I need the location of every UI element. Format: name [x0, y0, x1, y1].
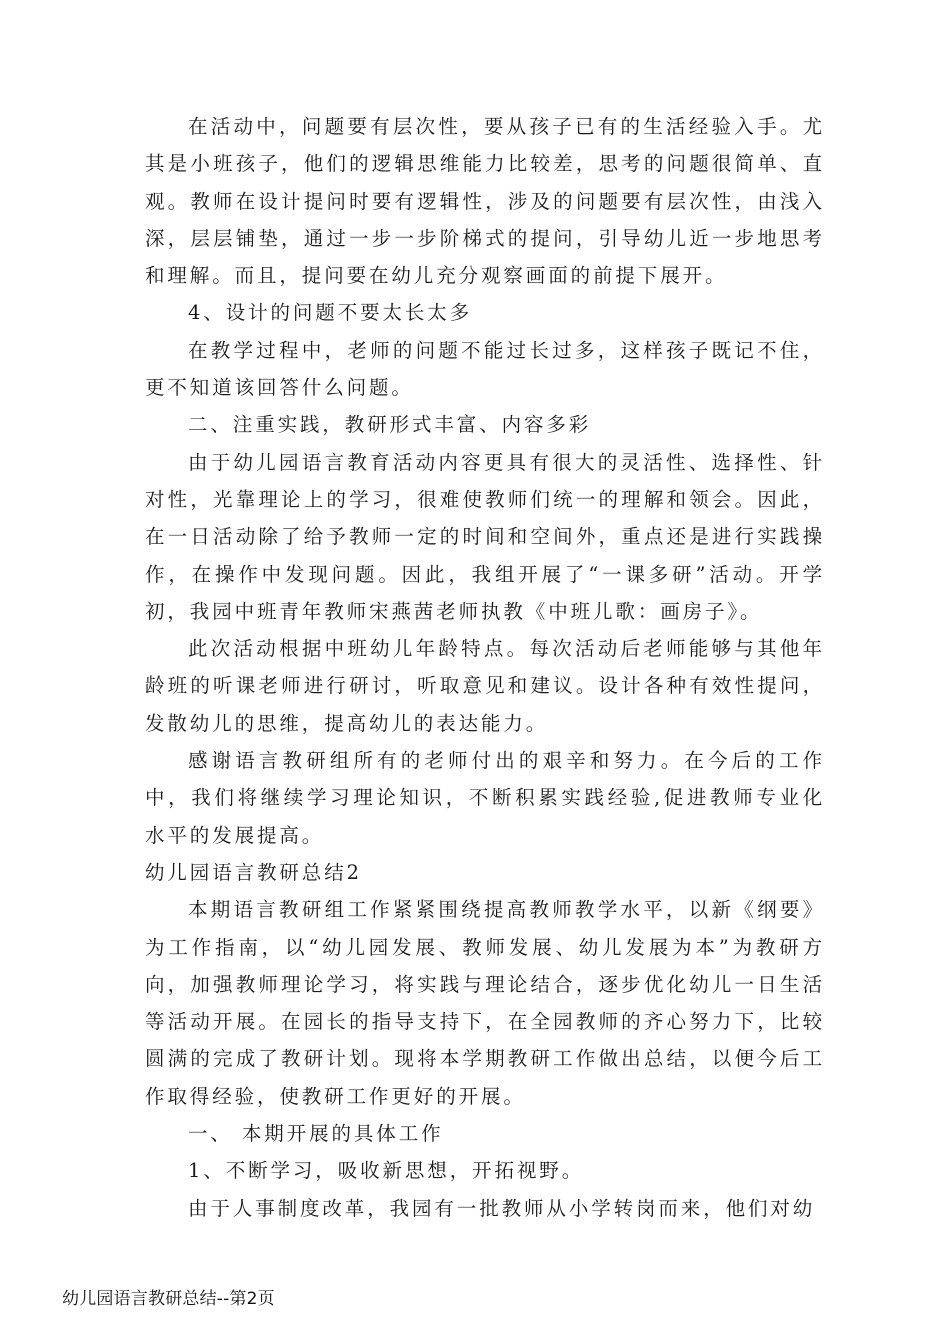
section-heading: 一、 本期开展的具体工作 — [188, 1122, 444, 1146]
numbered-subheading: 4、设计的问题不要太长太多 — [188, 301, 473, 325]
paragraph: 在教学过程中，老师的问题不能过长过多，这样孩子既记不住，更不知道该回答什么问题。 — [145, 338, 825, 400]
paragraph: 本期语言教研组工作紧紧围绕提高教师教学水平，以新《纲要》为工作指南，以“幼儿园发展、教师发展、幼儿发展为本”为教研方向，加强教师理论学习，将实践与理论结合，逐步优化幼儿一日生活等活动开展。在园长的指导支持下，在全园教师的齐心努力下，比较圆满的完成了教研计划。现将本学期教研工作做出总结，以便今后工作取得经验，使教研工作更好的开展。 — [145, 898, 825, 1108]
paragraph: 在活动中，问题要有层次性，要从孩子已有的生活经验入手。尤其是小班孩子，他们的逻辑思维能力比较差，思考的问题很简单、直观。教师在设计提问时要有逻辑性，涉及的问题要有层次性，由浅入深，层层铺垫，通过一步一步阶梯式的提问，引导幼儿近一步地思考和理解。而且，提问要在幼儿充分观察画面的前提下展开。 — [145, 115, 825, 288]
section-heading: 二、注重实践，教研形式丰富、内容多彩 — [188, 413, 592, 437]
paragraph: 由于幼儿园语言教育活动内容更具有很大的灵活性、选择性、针对性，光靠理论上的学习，很难使教师们统一的理解和领会。因此，在一日活动除了给予教师一定的时间和空间外，重点还是进行实践操作，在操作中发现问题。因此，我组开展了“一课多研”活动。开学初，我园中班青年教师宋燕茜老师执教《中班儿歌：画房子》。 — [145, 450, 825, 623]
paragraph: 由于人事制度改革，我园有一批教师从小学转岗而来，他们对幼 — [188, 1196, 816, 1220]
numbered-subheading: 1、不断学习，吸收新思想，开拓视野。 — [188, 1159, 585, 1183]
page-footer: 幼儿园语言教研总结--第2页 — [62, 1289, 275, 1309]
document-title: 幼儿园语言教研总结2 — [145, 860, 362, 884]
paragraph: 感谢语言教研组所有的老师付出的艰辛和努力。在今后的工作中，我们将继续学习理论知识，不断积累实践经验,促进教师专业化水平的发展提高。 — [145, 749, 825, 847]
paragraph: 此次活动根据中班幼儿年龄特点。每次活动后老师能够与其他年龄班的听课老师进行研讨，听取意见和建议。设计各种有效性提问，发散幼儿的思维，提高幼儿的表达能力。 — [145, 637, 825, 735]
document-body — [145, 108, 825, 1227]
